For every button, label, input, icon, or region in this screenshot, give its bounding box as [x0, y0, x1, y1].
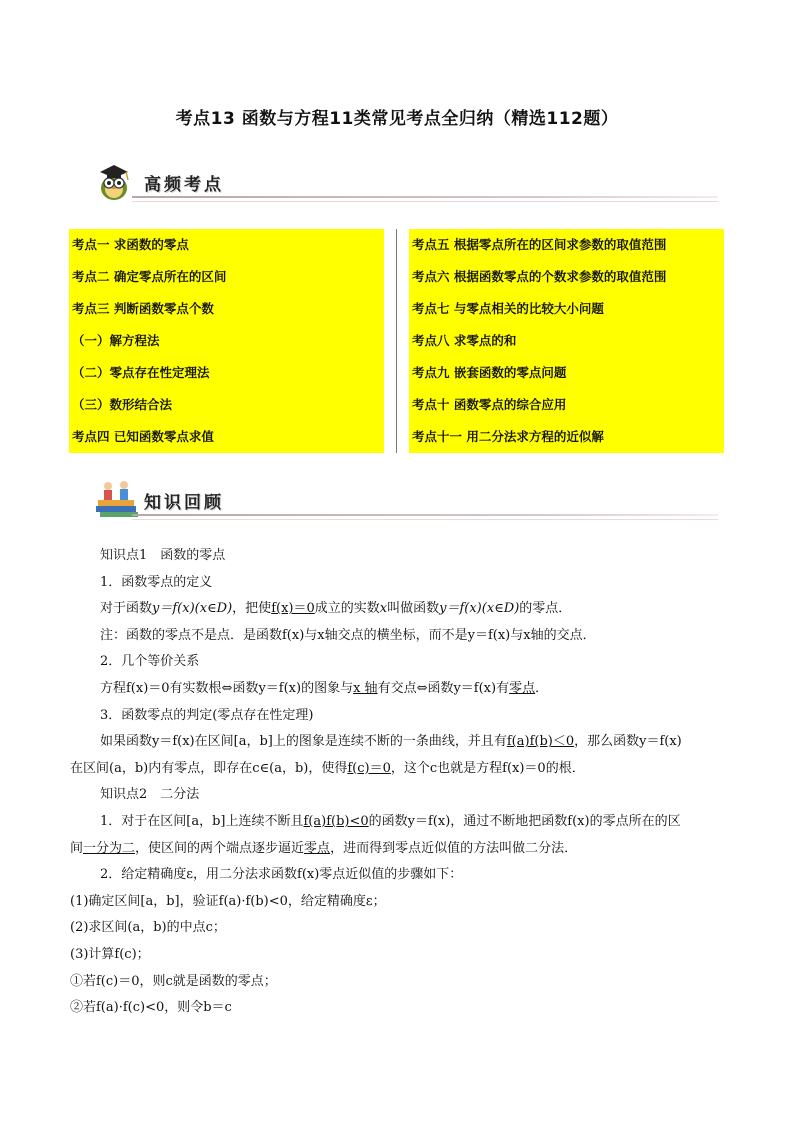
- topic-item: 考点七 与零点相关的比较大小问题: [412, 301, 604, 316]
- paragraph: 注：函数的零点不是点．是函数f(x)与x轴交点的横坐标，而不是y＝f(x)与x轴的交点．: [100, 627, 596, 643]
- topic-column-right: [409, 229, 724, 453]
- section-heading: 3．函数零点的判定(零点存在性定理): [100, 707, 314, 723]
- knowledge-content: [70, 543, 730, 1022]
- topic-item: 考点三 判断函数零点个数: [72, 301, 214, 316]
- banner-label: 知识回顾: [144, 493, 224, 513]
- paragraph: 对于函数y＝f(x)(x∈D)，把使f(x)＝0成立的实数x叫做函数y＝f(x)(x∈D)的零点．: [70, 596, 730, 623]
- fill-blank: f(c)＝0: [347, 760, 391, 776]
- paragraph: 1．对于在区间[a，b]上连续不断且f(a)f(b)<0的函数y＝f(x)，通过不断地把函数f(x)的零点所在的区: [70, 809, 730, 836]
- banner-rule-thin: [132, 519, 718, 520]
- topic-item: （三）数形结合法: [72, 397, 173, 412]
- topic-column-left: [69, 229, 384, 453]
- banner-rule: [132, 514, 718, 516]
- section-banner-high-frequency: [92, 158, 718, 204]
- paragraph: 如果函数y＝f(x)在区间[a，b]上的图象是连续不断的一条曲线，并且有f(a)f(b)＜0，那么函数y＝f(x): [70, 729, 730, 756]
- topic-item: 考点十 函数零点的综合应用: [412, 397, 567, 412]
- section-heading: 2．给定精确度ε，用二分法求函数f(x)零点近似值的步骤如下：: [100, 867, 463, 883]
- topic-item: 考点六 根据函数零点的个数求参数的取值范围: [412, 269, 667, 284]
- section-heading: 2．几个等价关系: [100, 654, 200, 670]
- section-heading: 1．函数零点的定义: [100, 574, 213, 590]
- banner-rule-thin: [132, 201, 718, 202]
- topic-list: [69, 229, 724, 453]
- topic-item: 考点十一 用二分法求方程的近似解: [412, 429, 604, 444]
- banner-label: 高频考点: [144, 175, 224, 195]
- page-title: 考点13 函数与方程11类常见考点全归纳（精选112题）: [175, 109, 619, 129]
- graduate-owl-icon: [92, 158, 136, 202]
- paragraph: 间一分为二，使区间的两个端点逐步逼近零点，进而得到零点近似值的方法叫做二分法．: [70, 836, 730, 863]
- fill-blank: 零点: [509, 680, 536, 696]
- paragraph: 在区间(a，b)内有零点，即存在c∈(a，b)，使得f(c)＝0，这个c也就是方程f(x)＝0的根．: [70, 756, 730, 783]
- step-item: (2)求区间(a，b)的中点c；: [70, 920, 226, 936]
- topic-item: （二）零点存在性定理法: [72, 365, 210, 380]
- fill-blank: f(x)＝0: [271, 601, 315, 617]
- fill-blank: f(a)f(b)<0: [303, 813, 369, 829]
- topic-divider: [396, 229, 397, 453]
- topic-item: 考点四 已知函数零点求值: [72, 429, 214, 444]
- paragraph: 方程f(x)＝0有实数根⇔函数y＝f(x)的图象与x 轴有交点⇔函数y＝f(x)有零点．: [70, 676, 730, 703]
- topic-item: 考点九 嵌套函数的零点问题: [412, 365, 567, 380]
- fill-blank: 一分为二: [83, 840, 136, 856]
- fill-blank: f(a)f(b)＜0: [506, 734, 575, 750]
- fill-blank: 零点: [304, 840, 331, 856]
- topic-item: 考点五 根据零点所在的区间求参数的取值范围: [412, 237, 667, 252]
- banner-rule: [132, 196, 718, 198]
- step-item: ①若f(c)＝0，则c就是函数的零点；: [70, 973, 277, 989]
- topic-item: （一）解方程法: [72, 333, 160, 348]
- topic-item: 考点八 求零点的和: [412, 333, 517, 348]
- knowledge-point-heading: 知识点1 函数的零点: [100, 548, 226, 563]
- step-item: (1)确定区间[a，b]，验证f(a)·f(b)<0，给定精确度ε；: [70, 893, 386, 909]
- topic-item: 考点一 求函数的零点: [72, 237, 189, 252]
- section-banner-knowledge-review: [92, 476, 718, 522]
- knowledge-point-heading: 知识点2 二分法: [100, 787, 200, 803]
- topic-item: 考点二 确定零点所在的区间: [72, 269, 227, 284]
- step-item: (3)计算f(c)；: [70, 946, 150, 962]
- fill-blank: x 轴: [353, 680, 378, 696]
- step-item: ②若f(a)·f(c)<0，则令b＝c: [70, 1000, 232, 1016]
